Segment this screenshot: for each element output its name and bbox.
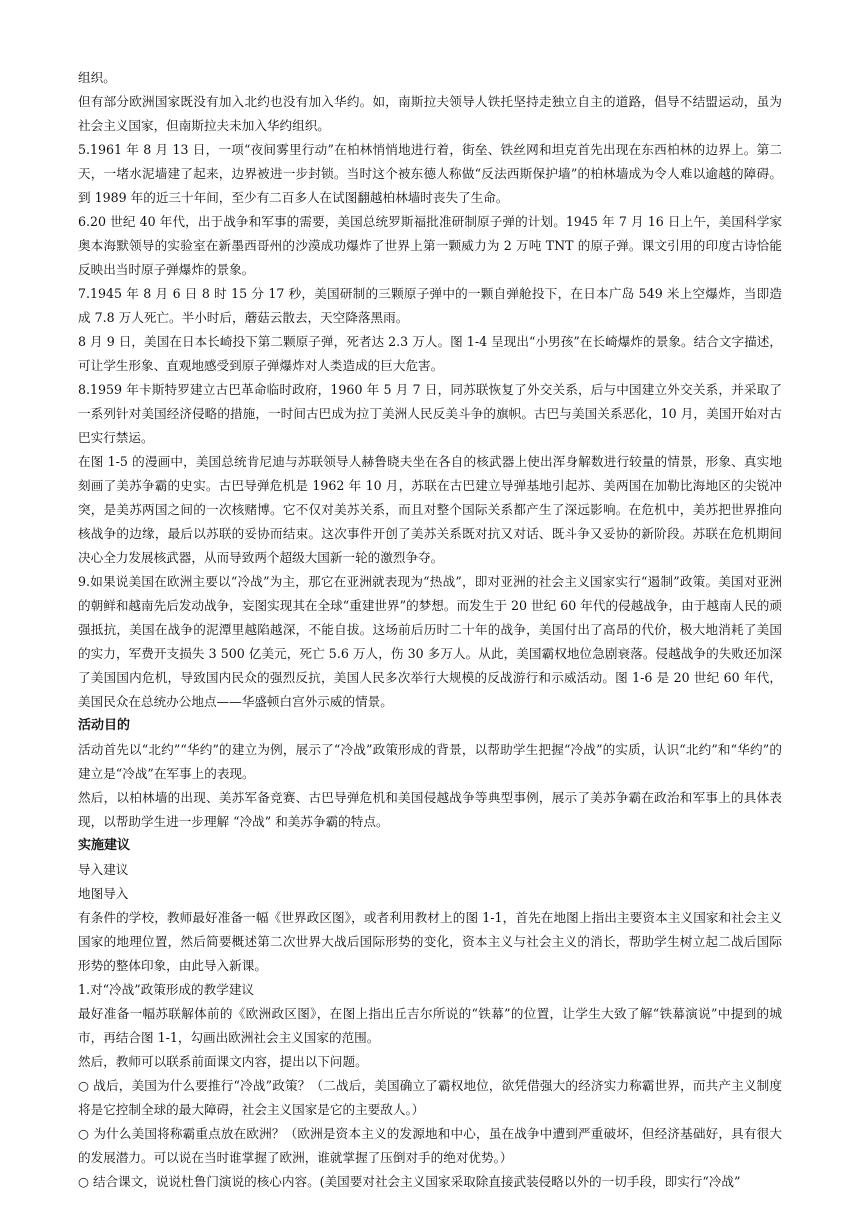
subheading-map-intro: 地图导入 <box>78 886 129 901</box>
paragraph-missile-crisis: 在图 1-5 的漫画中，美国总统肯尼迪与苏联领导人赫鲁晓夫坐在各自的核武器上使出浑身解数进行较量的情景，形象、真实地刻画了美苏争霸的史实。古巴导弹危机是 1962 年 10 月，苏联在古巴建立导弹基地引起苏、美两国在加勒比海地区的尖锐冲突，是美苏两国之间的一次核赌博。它不仅对美苏关系，而且对整个国际关系都产生了深远影响。在危机中，美苏把世界推向核战争的边缘，最后以苏联的妥协而结束。这次事件开创了美苏关系既对抗又对话、既斗争又妥协的新阶段。苏联在危机期间决心全力发展核武器，从而导致两个超级大国新一轮的激烈争夺。 <box>78 454 782 565</box>
subheading-cold-war-policy: 1.对“冷战”政策形成的教学建议 <box>78 982 255 997</box>
paragraph-continuation: 组织。 <box>78 70 116 85</box>
section-heading-activity-purpose: 活动目的 <box>78 718 131 733</box>
paragraph-purpose-2: 然后，以柏林墙的出现、美苏军备竞赛、古巴导弹危机和美国侵越战争等典型事例，展示了美苏争霸在政治和军事上的具体表现，以帮助学生进一步理解 “冷战” 和美苏争霸的特点。 <box>78 790 782 829</box>
subheading-intro-suggestion: 导入建议 <box>78 862 129 877</box>
question-item-2: ○ 为什么美国将称霸重点放在欧洲？（欧洲是资本主义的发源地和中心，虽在战争中遭到严重破坏，但经济基础好，具有很大的发展潜力。可以说在当时谁掌握了欧洲，谁就掌握了压倒对手的绝对优势。） <box>78 1126 782 1165</box>
paragraph-cuba: 8.1959 年卡斯特罗建立古巴革命临时政府，1960 年 5 月 7 日，同苏联恢复了外交关系，后与中国建立外交关系，并采取了一系列针对美国经济侵略的措施，一时间古巴成为拉丁美洲人民反美斗争的旗帜。古巴与美国关系恶化，10 月，美国开始对古巴实行禁运。 <box>78 382 782 445</box>
section-heading-implementation: 实施建议 <box>78 838 131 853</box>
paragraph-iron-curtain: 最好准备一幅苏联解体前的《欧洲政区图》，在图上指出丘吉尔所说的“铁幕”的位置，让学生大致了解“铁幕演说”中提到的城市，再结合图 1-1，勾画出欧洲社会主义国家的范围。 <box>78 1006 782 1045</box>
paragraph-hiroshima: 7.1945 年 8 月 6 日 8 时 15 分 17 秒，美国研制的三颗原子弹中的一颗自弹舱投下，在日本广岛 549 米上空爆炸，当即造成 7.8 万人死亡。半小时后，蘑菇云散去，天空降落黑雨。 <box>78 286 782 325</box>
question-item-1: ○ 战后，美国为什么要推行“冷战”政策？（二战后，美国确立了霸权地位，欲凭借强大的经济实力称霸世界，而共产主义制度将是它控制全球的最大障碍，社会主义国家是它的主要敌人。） <box>78 1078 782 1117</box>
paragraph-nagasaki: 8 月 9 日，美国在日本长崎投下第二颗原子弹，死者达 2.3 万人。图 1-4 呈现出“小男孩”在长崎爆炸的景象。结合文字描述，可让学生形象、直观地感受到原子弹爆炸对人类造成的巨大危害。 <box>78 334 782 373</box>
paragraph-yugoslavia: 但有部分欧洲国家既没有加入北约也没有加入华约。如，南斯拉夫领导人铁托坚持走独立自主的道路，倡导不结盟运动，虽为社会主义国家，但南斯拉夫未加入华约组织。 <box>78 94 782 133</box>
paragraph-berlin-wall: 5.1961 年 8 月 13 日，一项“夜间雾里行动”在柏林悄悄地进行着，街垒、铁丝网和坦克首先出现在东西柏林的边界上。第二天，一堵水泥墙建了起来，边界被进一步封锁。当时这个被东德人称做“反法西斯保护墙”的柏林墙成为令人难以逾越的障碍。到 1989 年的近三十年间，至少有二百多人在试图翻越柏林墙时丧失了生命。 <box>78 142 782 205</box>
paragraph-questions-intro: 然后，教师可以联系前面课文内容，提出以下问题。 <box>78 1054 368 1069</box>
paragraph-vietnam-war: 9.如果说美国在欧洲主要以“冷战”为主，那它在亚洲就表现为“热战”，即对亚洲的社会主义国家实行“遏制”政策。美国对亚洲的朝鲜和越南先后发动战争，妄图实现其在全球“重建世界”的梦想。而发生于 20 世纪 60 年代的侵越战争，由于越南人民的顽强抵抗，美国在战争的泥潭里越陷越深，不能自拔。这场前后历时二十年的战争，美国付出了高昂的代价，极大地消耗了美国的实力，军费开支损失 3 500 亿美元，死亡 5.6 万人，伤 30 多万人。从此，美国霸权地位急剧衰落。侵越战争的失败还加深了美国国内危机，导致国内民众的强烈反抗，美国人民多次举行大规模的反战游行和示威活动。图 1-6 是 20 世纪 60 年代，美国民众在总统办公地点——华盛顿白宫外示威的情景。 <box>78 574 782 709</box>
paragraph-atomic-bomb: 6.20 世纪 40 年代，出于战争和军事的需要，美国总统罗斯福批准研制原子弹的计划。1945 年 7 月 16 日上午，美国科学家奥本海默领导的实验室在新墨西哥州的沙漠成功爆炸了世界上第一颗威力为 2 万吨 TNT 的原子弹。课文引用的印度古诗恰能反映出当时原子弹爆炸的景象。 <box>78 214 782 277</box>
paragraph-purpose-1: 活动首先以“北约”“华约”的建立为例，展示了“冷战”政策形成的背景，以帮助学生把握“冷战”的实质，认识“北约”和“华约”的建立是“冷战”在军事上的表现。 <box>78 742 782 781</box>
question-item-3: ○ 结合课文，说说杜鲁门演说的核心内容。(美国要对社会主义国家采取除直接武装侵略以外的一切手段，即实行“冷战” <box>78 1174 741 1189</box>
paragraph-map-intro: 有条件的学校，教师最好准备一幅《世界政区图》，或者利用教材上的图 1-1，首先在地图上指出主要资本主义国家和社会主义国家的地理位置，然后简要概述第二次世界大战后国际形势的变化，资本主义与社会主义的消长，帮助学生树立起二战后国际形势的整体印象，由此导入新课。 <box>78 910 782 973</box>
